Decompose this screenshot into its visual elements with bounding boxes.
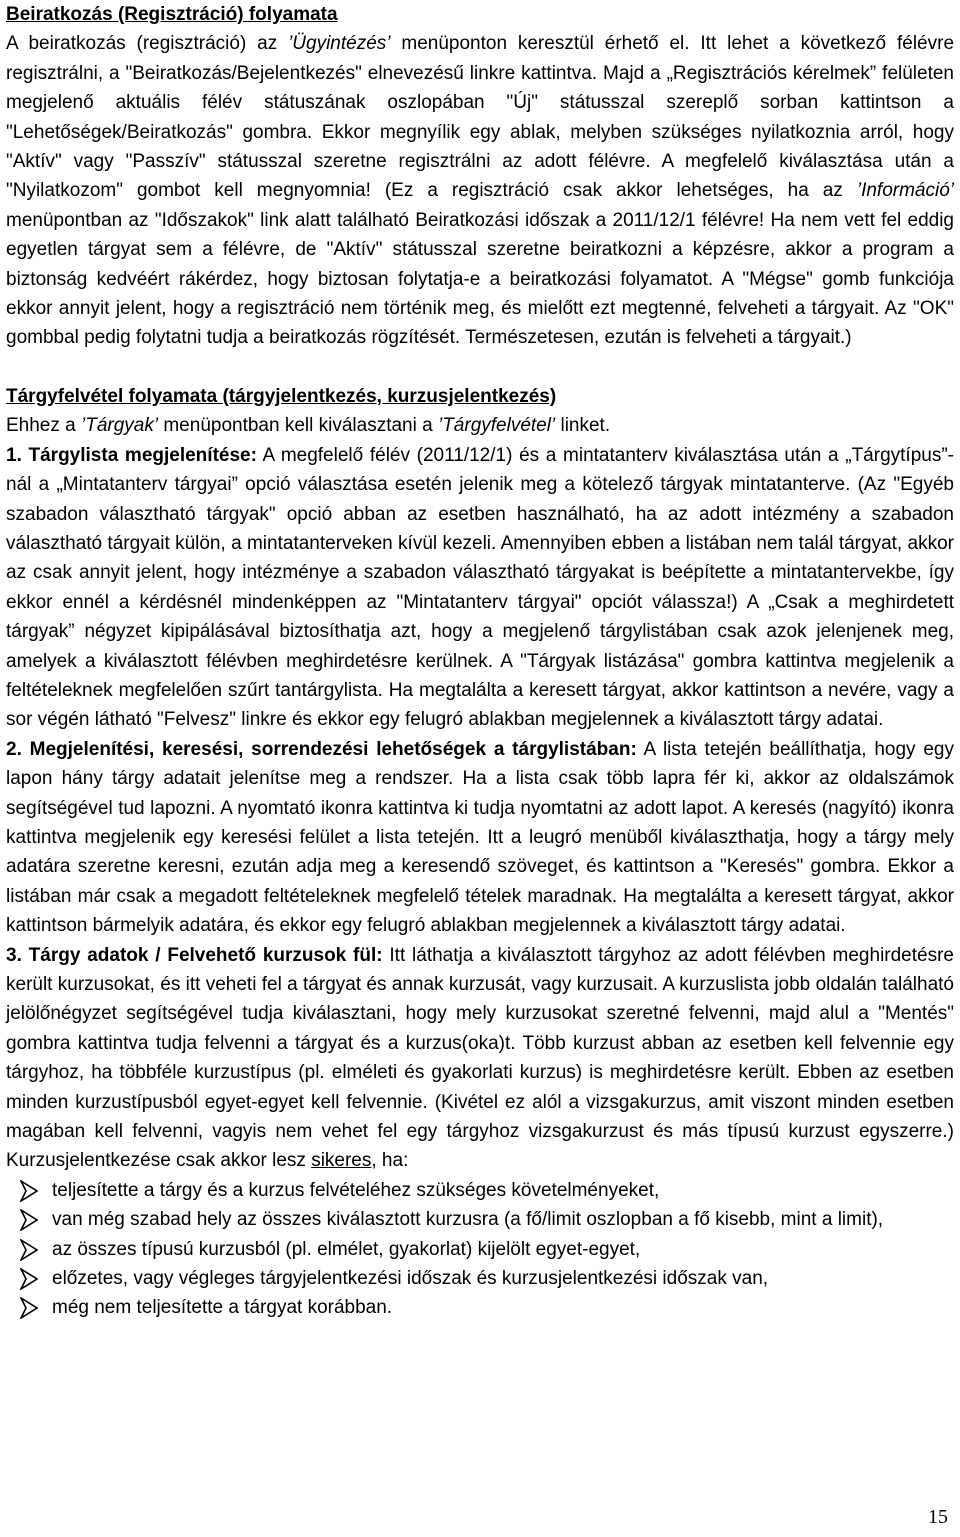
- italic-menu-name: ’Ügyintézés’: [288, 33, 391, 55]
- arrowhead-bullet-icon: [20, 1209, 38, 1231]
- italic-menu-name: ’Tárgyfelvétel’: [437, 415, 556, 437]
- step-1-text: A megfelelő félév (2011/12/1) és a mintatanterv kiválasztása után a „Tárgytípus”-nál a „Mintatanterv tárgyai” opció választása esetén jelenik meg a kötelező tárgyak mintatanterve. (Az "Egyéb szabadon választható tárgyak" opció abban az esetben használható, ha az adott intézmény a szabadon választható tárgyait külön, a mintatanterveken kívül kezeli. Amennyiben ebben a listában nem talál tárgyat, akkor az csak annyit jelent, hogy intézménye a szabadon választható tárgyakat is beépítette a mintatantervekbe, így ekkor ennél a kérdésnél mindenképpen az "Mintatanterv tárgyai" opciót válassza!) A „Csak a meghirdetett tárgyak” négyzet kipipálásával biztosíthatja azt, hogy a megjelenő tárgylistában csak azok jelenjenek meg, amelyek a kiválasztott félévben meghirdetésre kerülnek. A "Tárgyak listázása" gombra kattintva megjelenik a feltételeknek megfelelően szűrt tantárgylista. Ha megtalálta a keresett tárgyat, akkor kattintson a nevére, vagy a sor végén látható "Felvesz" linkre és ekkor egy felugró ablakban megjelennek a kiválasztott tárgy adatai.: [6, 444, 954, 731]
- text-run: menüpontban kell kiválasztani a: [158, 415, 438, 437]
- arrowhead-bullet-icon: [20, 1239, 38, 1261]
- list-item-text: még nem teljesítette a tárgyat korábban.: [52, 1297, 393, 1319]
- step-2-title: 2. Megjelenítési, keresési, sorrendezési lehetőségek a tárgylistában:: [6, 738, 637, 760]
- step-2-text: A lista tetején beállíthatja, hogy egy lapon hány tárgy adatait jelenítse meg a rendszer. Ha a lista csak több lapra fér ki, akkor az oldalszámok segítségével tud lapozni. A nyomtató ikonra kattintva ki tudja nyomtatni az adott lapot. A keresés (nagyító) ikonra kattintva megjelenik egy keresési felület a lista tetején. Itt a leugró menüből kiválaszthatja, hogy a tárgy mely adatára szeretne keresni, ezután adja meg a keresendő szöveget, és kattintson a "Keresés" gombra. Ekkor a listában már csak a megadott feltételeknek megfelelő tételek maradnak. Ha megtalálta a keresett tárgyat, akkor kattintson bármelyik adatára, és ekkor egy felugró ablakban megjelennek a kiválasztott tárgy adatai.: [6, 738, 954, 937]
- list-item: [6, 1264, 954, 1293]
- arrowhead-bullet-icon: [20, 1268, 38, 1290]
- section-heading-registration: Beiratkozás (Regisztráció) folyamata: [6, 4, 338, 25]
- registration-paragraph: [6, 29, 954, 352]
- text-run: A beiratkozás (regisztráció) az: [6, 33, 289, 55]
- italic-menu-name: ’Információ’: [856, 180, 954, 202]
- course-intro-line: [6, 411, 954, 440]
- section-heading-course-registration: Tárgyfelvétel folyamata (tárgyjelentkezés, kurzusjelentkezés): [6, 385, 557, 407]
- list-item: [6, 1235, 954, 1264]
- underlined-word: sikeres: [311, 1150, 372, 1172]
- text-run: menüpontban az "Időszakok" link alatt található Beiratkozási időszak a 2011/12/1 félévre! Ha nem vett fel eddig egyetlen tárgyat sem a félévre, de "Aktív" státusszal szeretne beiratkozni a képzésre, akkor a program a biztonság kedvéért rákérdez, hogy biztosan folytatja-e a beiratkozási folyamatot. A "Mégse" gomb funkciója ekkor annyit jelent, hogy a regisztráció nem történik meg, és mielőtt ezt megtenné, felveheti a tárgyait. Az "OK" gombbal pedig folytatni tudja a beiratkozás rögzítését. Természetesen, ezután is felveheti a tárgyait.): [6, 209, 954, 349]
- arrowhead-bullet-icon: [20, 1297, 38, 1319]
- text-run: Ehhez a: [6, 415, 81, 437]
- italic-menu-name: ’Tárgyak’: [81, 415, 159, 437]
- text-run: linket.: [555, 415, 611, 437]
- list-item-text: teljesítette a tárgy és a kurzus felvételéhez szükséges követelményeket,: [52, 1179, 660, 1201]
- step-3-text: Itt láthatja a kiválasztott tárgyhoz az adott félévben meghirdetésre került kurzusokat, és itt veheti fel a tárgyat és annak kurzusát, vagy kurzusait. A kurzuslista jobb oldalán található jelölőnégyzet segítségével tudja kiválasztani, hogy mely kurzusokat szeretné felvenni, majd alul a "Mentés" gombra kattintva tudja felvenni a tárgyat és a kurzus(oka)t. Több kurzust abban az esetben kell felvennie egy tárgyhoz, ha többféle kurzustípus (pl. elméleti és gyakorlati kurzus) is meghirdetésre került. Ebben az esetben minden kurzustípusból egyet-egyet kell felvennie. (Kivétel ez alól a vizsgakurzus, amit viszont minden esetben magában kell felvenni, vagyis nem vehet fel egy tárgyhoz vizsgakurzust és más típusú kurzust egyszerre.) Kurzusjelentkezése csak akkor lesz: [6, 944, 954, 1172]
- page-number: 15: [928, 1506, 948, 1528]
- text-run: menüponton keresztül érhető el. Itt lehet a következő félévre regisztrálni, a "Beiratkozás/Bejelentkezés" elnevezésű linkre kattintva. Majd a „Regisztrációs kérelmek” felületen megjelenő aktuális félév státuszának oszlopában "Új" státusszal szereplő sorban kattintson a "Lehetőségek/Beiratkozás" gombra. Ekkor megnyílik egy ablak, melyben szükséges nyilatkoznia arról, hogy "Aktív" vagy "Passzív" státusszal szeretne regisztrálni az adott félévre. A megfelelő kiválasztása után a "Nyilatkozom" gombot kell megnyomnia! (Ez a regisztráció csak akkor lehetséges, ha az: [6, 33, 955, 202]
- list-item-text: az összes típusú kurzusból (pl. elmélet, gyakorlat) kijelölt egyet-egyet,: [52, 1238, 641, 1260]
- conditions-list: [6, 1176, 954, 1323]
- step-3-title: 3. Tárgy adatok / Felvehető kurzusok fül:: [6, 944, 383, 966]
- paragraph-spacer: [6, 353, 954, 382]
- step-2-paragraph: [6, 735, 954, 941]
- list-item: [6, 1205, 954, 1234]
- step-1-paragraph: [6, 441, 954, 735]
- list-item-text: előzetes, vagy végleges tárgyjelentkezési időszak és kurzusjelentkezési időszak van,: [52, 1268, 769, 1290]
- step-1-title: 1. Tárgylista megjelenítése:: [6, 444, 257, 466]
- arrowhead-bullet-icon: [20, 1180, 38, 1202]
- list-item: [6, 1293, 954, 1322]
- list-item-text: van még szabad hely az összes kiválasztott kurzusra (a fő/limit oszlopban a fő kisebb, mint a limit),: [52, 1209, 884, 1231]
- text-run: , ha:: [371, 1150, 409, 1172]
- document-page: [6, 0, 954, 1323]
- step-3-paragraph: [6, 941, 954, 1176]
- list-item: [6, 1176, 954, 1205]
